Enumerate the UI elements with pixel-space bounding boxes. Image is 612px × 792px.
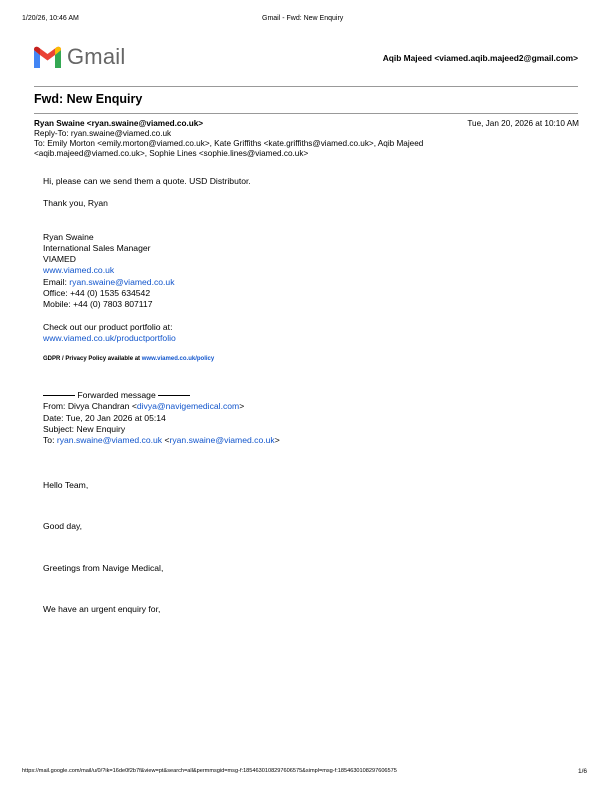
- fwd-subject: Subject: New Enquiry: [43, 423, 126, 434]
- sig-email-label: Email:: [43, 276, 67, 287]
- gmail-m-icon: [34, 46, 61, 68]
- fwd-to-email-2[interactable]: ryan.swaine@viamed.co.uk: [169, 435, 275, 446]
- to-recipients: Emily Morton <emily.morton@viamed.co.uk>, Kate Griffiths <kate.griffiths@viamed.co.uk>, Aqib Majeed: [47, 139, 424, 148]
- fwd-to-label: To:: [43, 435, 55, 446]
- print-datetime: 1/20/26, 10:46 AM: [22, 15, 79, 22]
- sig-name: Ryan Swaine: [43, 231, 94, 242]
- fwd-line-1: Hello Team,: [43, 480, 89, 490]
- gdpr-link[interactable]: www.viamed.co.uk/policy: [141, 356, 215, 363]
- forwarded-message: Forwarded message From: Divya Chandran <divya@navigemedical.com> Date: Tue, 20 Jan 2026 at 05:14 Subject: New Enquiry To: ryan.swaine@viamed.co.uk <ryan.swaine@viamed.co.uk>: [43, 390, 280, 446]
- sig-email-link[interactable]: ryan.swaine@viamed.co.uk: [69, 276, 175, 287]
- reply-to: ryan.swaine@viamed.co.uk: [70, 129, 172, 138]
- gmail-logo: [34, 44, 125, 70]
- message-header: [34, 119, 579, 159]
- fwd-line-3: Greetings from Navige Medical,: [43, 563, 164, 573]
- message-body: [43, 176, 251, 366]
- gmail-wordmark: Gmail: [67, 44, 126, 69]
- divider: [34, 113, 578, 114]
- page-number: 1/6: [578, 768, 588, 775]
- divider: [34, 86, 578, 87]
- reply-to-label: Reply-To:: [34, 129, 69, 138]
- fwd-from-close: >: [239, 401, 245, 412]
- print-title: Gmail - Fwd: New Enquiry: [262, 15, 344, 22]
- sig-company: VIAMED: [43, 254, 76, 265]
- fwd-line-2: Good day,: [43, 521, 83, 531]
- forwarded-header: Forwarded message: [77, 390, 156, 400]
- to-label: To:: [34, 139, 45, 148]
- fwd-from-label: From: Divya Chandran <: [43, 401, 137, 412]
- message-date: Tue, Jan 20, 2026 at 10:10 AM: [467, 119, 579, 128]
- sender: Ryan Swaine <ryan.swaine@viamed.co.uk>: [34, 119, 204, 128]
- print-url: https://mail.google.com/mail/u/0/?ik=16de0f2b7f&view=pt&search=all&permmsgid=msg-f:1854630108297606575&simpl=msg-f:1854630108297606575: [22, 768, 397, 774]
- thanks: Thank you, Ryan: [43, 198, 108, 209]
- portfolio-text: Check out our product portfolio at:: [43, 321, 173, 332]
- fwd-to-email[interactable]: ryan.swaine@viamed.co.uk: [56, 435, 163, 446]
- gdpr-text: GDPR / Privacy Policy available at: [43, 356, 141, 363]
- email-subject: Fwd: New Enquiry: [34, 92, 143, 106]
- signature: [43, 232, 251, 366]
- fwd-line-4: We have an urgent enquiry for,: [43, 604, 161, 614]
- sig-website-link[interactable]: www.viamed.co.uk: [43, 265, 115, 276]
- sig-office: Office: +44 (0) 1535 634542: [43, 288, 151, 299]
- fwd-from-email[interactable]: divya@navigemedical.com: [136, 401, 240, 412]
- greeting: Hi, please can we send them a quote. USD Distributor.: [43, 176, 251, 186]
- account-email: Aqib Majeed <viamed.aqib.majeed2@gmail.com>: [382, 53, 578, 63]
- sig-mobile: Mobile: +44 (0) 7803 807117: [43, 299, 153, 310]
- to-recipients-cont: <aqib.majeed@viamed.co.uk>, Sophie Lines <sophie.lines@viamed.co.uk>: [34, 149, 309, 158]
- fwd-date: Date: Tue, 20 Jan 2026 at 05:14: [43, 412, 166, 423]
- portfolio-link[interactable]: www.viamed.co.uk/productportfolio: [43, 332, 176, 343]
- sig-role: International Sales Manager: [43, 242, 151, 253]
